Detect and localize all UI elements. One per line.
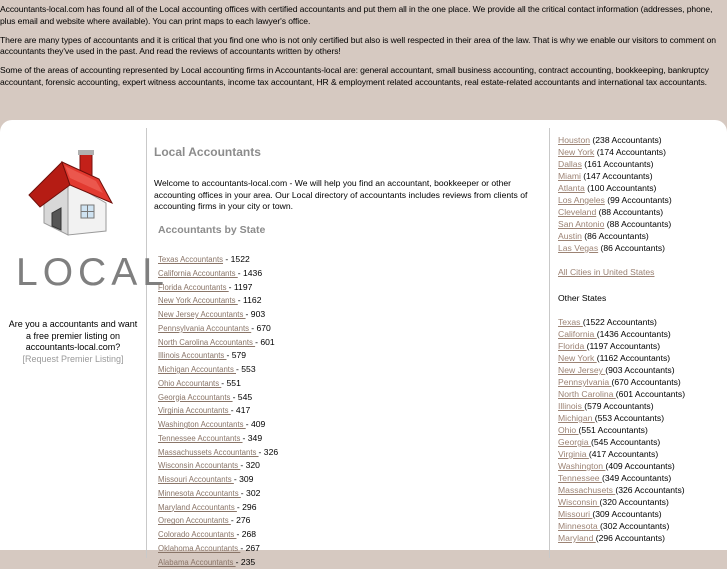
state-count: (579 Accountants) [584, 401, 653, 411]
state-count: - 601 [255, 337, 275, 347]
list-item [158, 487, 278, 501]
state-link[interactable]: Ohio [558, 425, 579, 435]
list-item [558, 448, 685, 460]
state-count: - 417 [231, 405, 251, 415]
list-item [158, 308, 278, 322]
state-count: - 302 [241, 488, 261, 498]
state-count: - 1522 [223, 254, 250, 264]
house-icon [6, 145, 140, 250]
state-count: (553 Accountants) [595, 413, 664, 423]
state-count: - 267 [240, 543, 260, 553]
state-count: (551 Accountants) [579, 425, 648, 435]
intro-section [0, 4, 725, 96]
state-count: - 551 [221, 378, 241, 388]
state-count: (1522 Accountants) [583, 317, 657, 327]
list-item [558, 460, 685, 472]
state-count: (409 Accountants) [605, 461, 674, 471]
state-count: (545 Accountants) [591, 437, 660, 447]
list-item [558, 316, 685, 328]
state-link[interactable]: Colorado Accountants [158, 530, 236, 539]
state-link[interactable]: Massachusets [558, 485, 615, 495]
state-count: (302 Accountants) [600, 521, 669, 531]
state-link[interactable]: Georgia [558, 437, 591, 447]
column-divider [549, 128, 550, 558]
list-item [158, 446, 278, 460]
content-panel [0, 120, 727, 550]
city-link[interactable]: Cleveland [558, 207, 596, 217]
state-count: - 1197 [229, 282, 253, 292]
list-item [158, 473, 278, 487]
city-link[interactable]: Los Angeles [558, 195, 605, 205]
state-link[interactable]: Wisconsin [558, 497, 600, 507]
state-count: (601 Accountants) [616, 389, 685, 399]
state-list [158, 253, 278, 569]
intro-paragraph: Accountants-local.com has found all of the Local accounting offices with certified accountants and put them all in the one place. We provide all the critical contact information (addresses, phone, plus email and website where available). You can print maps to each lawyer's office. [0, 4, 725, 28]
state-count: (326 Accountants) [615, 485, 684, 495]
city-link[interactable]: Austin [558, 231, 582, 241]
state-count: - 1162 [238, 295, 262, 305]
list-item [558, 508, 685, 520]
state-count: - 309 [234, 474, 254, 484]
city-link[interactable]: San Antonio [558, 219, 604, 229]
city-count: (86 Accountants) [582, 231, 649, 241]
state-link[interactable]: Michigan Accountants [158, 365, 236, 374]
list-item [558, 364, 685, 376]
state-count: - 545 [233, 392, 253, 402]
state-link[interactable]: Illinois Accountants [158, 351, 226, 360]
logo-text: LOCAL [16, 253, 169, 292]
state-count: - 320 [240, 460, 260, 470]
state-count: - 235 [236, 557, 256, 567]
state-link[interactable]: New York Accountants [158, 296, 238, 305]
state-link[interactable]: Missouri Accountants [158, 475, 234, 484]
list-item [158, 349, 278, 363]
list-item [558, 436, 685, 448]
state-link[interactable]: Georgia Accountants [158, 393, 233, 402]
list-item [558, 424, 685, 436]
right-sidebar [558, 134, 685, 544]
list-item [158, 501, 278, 515]
state-count: (309 Accountants) [592, 509, 661, 519]
list-item [558, 218, 685, 230]
site-logo[interactable] [6, 145, 140, 265]
state-link[interactable]: Pennsylvania [558, 377, 612, 387]
state-link[interactable]: Illinois [558, 401, 584, 411]
premier-listing-promo [8, 319, 138, 365]
list-item [558, 472, 685, 484]
state-count: (1436 Accountants) [597, 329, 671, 339]
state-count: (296 Accountants) [596, 533, 665, 543]
list-item [558, 400, 685, 412]
list-item [558, 182, 685, 194]
city-link[interactable]: Dallas [558, 159, 582, 169]
city-count: (88 Accountants) [604, 219, 671, 229]
state-link[interactable]: Alabama Accountants [158, 558, 236, 567]
state-link[interactable]: Minnesota [558, 521, 600, 531]
list-item [558, 194, 685, 206]
state-count: (349 Accountants) [602, 473, 671, 483]
state-link[interactable]: Minnesota Accountants [158, 489, 241, 498]
list-item [158, 418, 278, 432]
request-premier-listing-link[interactable]: [Request Premier Listing] [22, 354, 123, 364]
state-link[interactable]: Massachussets Accountants [158, 448, 259, 457]
city-link[interactable]: Las Vegas [558, 243, 598, 253]
state-count: (903 Accountants) [605, 365, 674, 375]
city-count: (88 Accountants) [596, 207, 663, 217]
state-count: - 326 [259, 447, 279, 457]
list-item [558, 376, 685, 388]
state-link[interactable]: Tennessee Accountants [158, 434, 243, 443]
list-item [158, 336, 278, 350]
state-link[interactable]: North Carolina Accountants [158, 338, 255, 347]
list-item [158, 363, 278, 377]
city-link[interactable]: Atlanta [558, 183, 585, 193]
state-link[interactable]: North Carolina [558, 389, 616, 399]
list-item [158, 404, 278, 418]
state-count: - 579 [226, 350, 246, 360]
city-count: (86 Accountants) [598, 243, 665, 253]
city-link[interactable]: Houston [558, 135, 590, 145]
page-title: Local Accountants [154, 145, 261, 159]
list-item [158, 267, 278, 281]
state-link[interactable]: Washington Accountants [158, 420, 246, 429]
state-count: (320 Accountants) [600, 497, 669, 507]
list-item [558, 158, 685, 170]
state-count: - 1436 [238, 268, 262, 278]
state-link[interactable]: Oregon Accountants [158, 516, 231, 525]
list-item [158, 322, 278, 336]
welcome-text: Welcome to accountants-local.com - We will help you find an accountant, bookkeeper or other accounting offices in your area. Our Local directory of accountants includes reviews from clients of accounting firms in your city or town. [154, 178, 544, 213]
list-item [158, 432, 278, 446]
state-link[interactable]: Ohio Accountants [158, 379, 221, 388]
list-item [158, 556, 278, 569]
promo-text: Are you a accountants and want a free premier listing on accountants-local.com? [9, 319, 138, 352]
state-link[interactable]: Virginia [558, 449, 589, 459]
state-count: (670 Accountants) [612, 377, 681, 387]
list-item [558, 328, 685, 340]
state-count: - 409 [246, 419, 266, 429]
list-item [558, 340, 685, 352]
city-link[interactable]: Miami [558, 171, 581, 181]
list-item [158, 294, 278, 308]
state-link[interactable]: New Jersey [558, 365, 605, 375]
list-item [158, 514, 278, 528]
state-count: - 276 [231, 515, 251, 525]
intro-paragraph: Some of the areas of accounting represented by Local accounting firms in Accountants-local are: general accountant, small business accounting, contract accounting, bookkeeping, bankruptcy accountant, forensic accounting, expert witness accountants, income tax accountant, HR & employment related accountants, real estate-related accountants and international tax accountants. [0, 65, 725, 89]
list-item [558, 532, 685, 544]
state-link[interactable]: California [558, 329, 597, 339]
intro-paragraph: There are many types of accountants and it is critical that you find one who is not only certified but also is well respected in their area of the law. That is why we enable our visitors to comment on accountants they've used in the past. And read the reviews of accountants written by others! [0, 35, 725, 59]
list-item [158, 253, 278, 267]
state-link[interactable]: California Accountants [158, 269, 238, 278]
state-link[interactable]: Washington [558, 461, 605, 471]
city-count: (174 Accountants) [594, 147, 666, 157]
state-count: - 670 [251, 323, 271, 333]
other-states-heading: Other States [558, 292, 685, 304]
list-item [558, 412, 685, 424]
list-item [558, 388, 685, 400]
list-item [558, 484, 685, 496]
list-item [558, 242, 685, 254]
state-link[interactable]: Pennsylvania Accountants [158, 324, 251, 333]
state-link[interactable]: Michigan [558, 413, 595, 423]
list-item [158, 542, 278, 556]
list-item [158, 391, 278, 405]
state-count: - 903 [246, 309, 266, 319]
city-count: (238 Accountants) [590, 135, 662, 145]
state-link[interactable]: Florida [558, 341, 587, 351]
list-item [558, 520, 685, 532]
state-link[interactable]: New York [558, 353, 597, 363]
list-item [558, 352, 685, 364]
state-count: - 268 [236, 529, 256, 539]
city-count: (161 Accountants) [582, 159, 654, 169]
states-heading: Accountants by State [158, 224, 265, 236]
city-link[interactable]: New York [558, 147, 594, 157]
list-item [558, 230, 685, 242]
list-item [158, 281, 278, 295]
state-link[interactable]: Maryland Accountants [158, 503, 237, 512]
state-count: (1197 Accountants) [587, 341, 660, 351]
state-count: - 296 [237, 502, 257, 512]
state-link[interactable]: Maryland [558, 533, 596, 543]
state-link[interactable]: New Jersey Accountants [158, 310, 246, 319]
list-item [558, 206, 685, 218]
state-link[interactable]: Missouri [558, 509, 592, 519]
state-link[interactable]: Florida Accountants [158, 283, 229, 292]
state-count: (1162 Accountants) [597, 353, 670, 363]
state-link[interactable]: Texas Accountants [158, 255, 223, 264]
list-item [558, 134, 685, 146]
list-item [558, 146, 685, 158]
state-link[interactable]: Tennessee [558, 473, 602, 483]
city-count: (99 Accountants) [605, 195, 672, 205]
all-cities-link[interactable]: All Cities in United States [558, 267, 654, 277]
list-item [158, 377, 278, 391]
list-item [558, 170, 685, 182]
other-states-list [558, 316, 685, 544]
column-divider [146, 128, 147, 558]
state-link[interactable]: Virginia Accountants [158, 406, 231, 415]
state-count: - 553 [236, 364, 256, 374]
state-link[interactable]: Wisconsin Accountants [158, 461, 240, 470]
city-list [558, 134, 685, 254]
state-link[interactable]: Oklahoma Accountants [158, 544, 240, 553]
list-item [158, 528, 278, 542]
list-item [158, 459, 278, 473]
state-count: (417 Accountants) [589, 449, 658, 459]
state-link[interactable]: Texas [558, 317, 583, 327]
city-count: (147 Accountants) [581, 171, 653, 181]
list-item [558, 496, 685, 508]
state-count: - 349 [243, 433, 263, 443]
city-count: (100 Accountants) [585, 183, 657, 193]
all-cities-row [558, 266, 685, 278]
